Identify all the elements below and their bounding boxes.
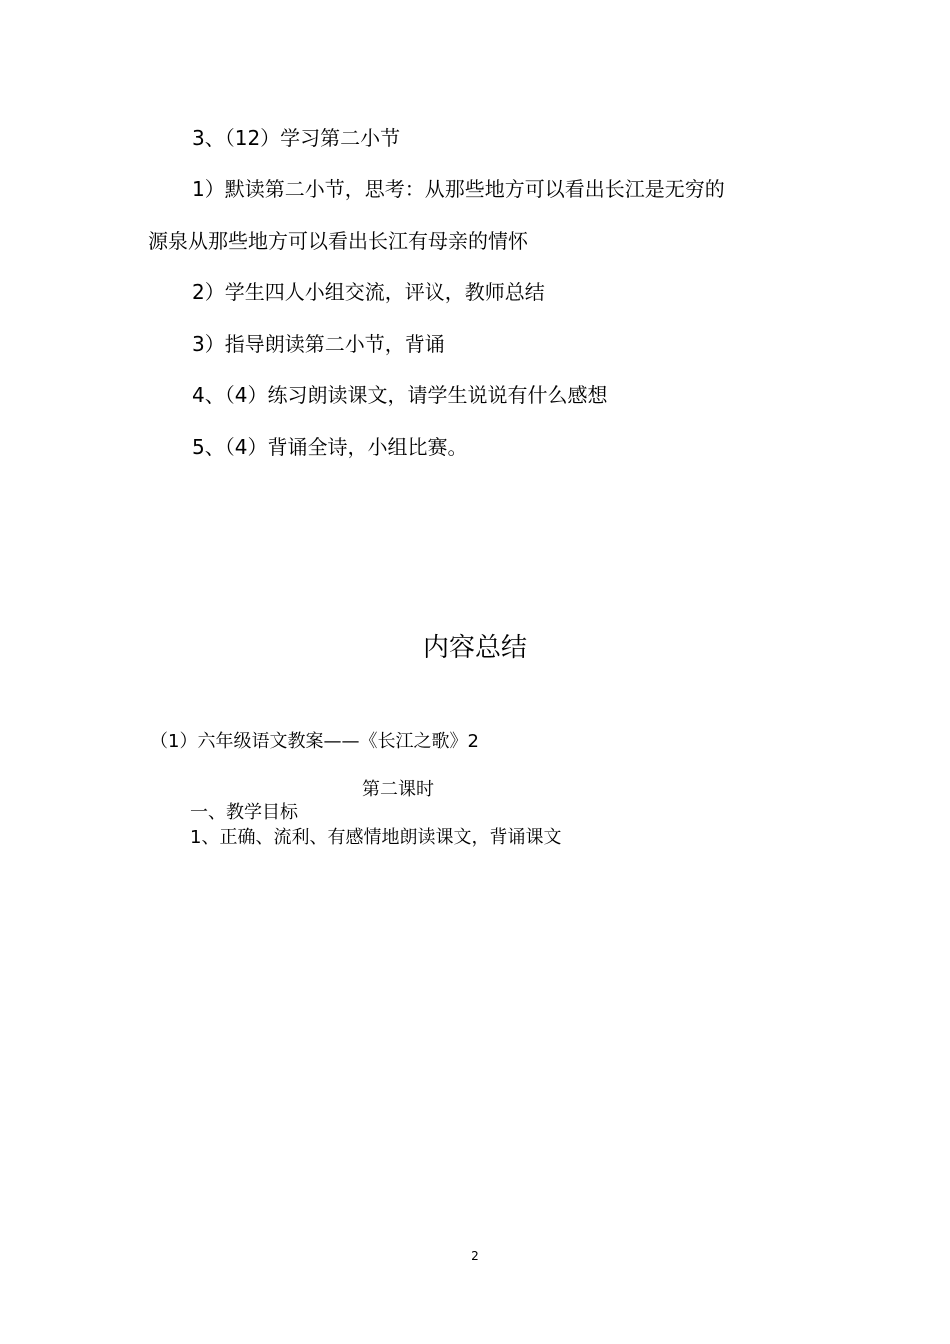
step-3-line: 3、（12）学习第二小节 (192, 126, 401, 150)
step-3-sub-2-line: 2）学生四人小组交流，评议，教师总结 (192, 280, 545, 304)
goal-heading: 一、教学目标 (190, 802, 298, 823)
page-number: 2 (471, 1249, 479, 1263)
lesson-period: 第二课时 (362, 779, 434, 800)
step-3-sub-1-line: 1）默读第二小节，思考：从那些地方可以看出长江是无穷的 (192, 177, 725, 201)
step-3-sub-1-continuation: 源泉从那些地方可以看出长江有母亲的情怀 (148, 229, 528, 253)
summary-heading: 内容总结 (422, 633, 527, 663)
step-5-line: 5、（4）背诵全诗，小组比赛。 (192, 435, 468, 459)
lesson-title: （1）六年级语文教案——《长江之歌》2 (150, 731, 479, 752)
step-4-line: 4、（4）练习朗读课文，请学生说说有什么感想 (192, 383, 608, 407)
step-3-sub-3-line: 3）指导朗读第二小节，背诵 (192, 332, 445, 356)
goal-item-1: 1、正确、流利、有感情地朗读课文，背诵课文 (190, 827, 562, 848)
